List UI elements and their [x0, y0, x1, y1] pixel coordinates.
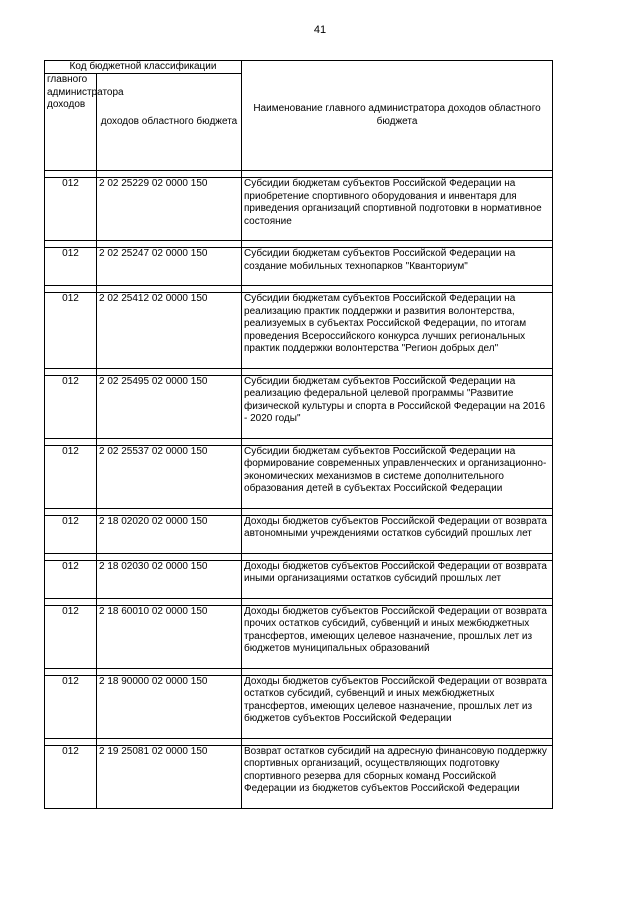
admin-code-cell: 012 — [45, 293, 97, 369]
income-code-cell: 2 18 02030 02 0000 150 — [97, 560, 242, 598]
admin-code-cell: 012 — [45, 745, 97, 808]
spacer-cell — [97, 171, 242, 178]
row-spacer — [45, 286, 553, 293]
spacer-cell — [45, 508, 97, 515]
spacer-cell — [242, 668, 553, 675]
admin-code-cell: 012 — [45, 605, 97, 668]
spacer-cell — [45, 668, 97, 675]
row-spacer — [45, 438, 553, 445]
header-main-administrator: главного администратора доходов — [45, 74, 97, 171]
table-row — [45, 745, 553, 808]
spacer-cell — [242, 171, 553, 178]
row-spacer — [45, 508, 553, 515]
admin-code-cell: 012 — [45, 178, 97, 241]
income-name-cell: Субсидии бюджетам субъектов Российской Федерации на приобретение спортивного оборудования и инвентаря для приведения организаций спортивной подготовки в нормативное состояние — [242, 178, 553, 241]
spacer-cell — [242, 553, 553, 560]
spacer-cell — [242, 368, 553, 375]
spacer-cell — [45, 171, 97, 178]
table-row — [45, 560, 553, 598]
spacer-cell — [97, 553, 242, 560]
row-spacer — [45, 171, 553, 178]
income-code-cell: 2 02 25229 02 0000 150 — [97, 178, 242, 241]
income-name-cell: Субсидии бюджетам субъектов Российской Федерации на формирование современных управленческих и организационно-экономических механизмов в системе дополнительного образования детей в субъектах Российской Федерации — [242, 445, 553, 508]
table-row — [45, 515, 553, 553]
income-name-cell: Доходы бюджетов субъектов Российской Федерации от возврата иными организациями остатков субсидий прошлых лет — [242, 560, 553, 598]
spacer-cell — [97, 738, 242, 745]
spacer-cell — [97, 368, 242, 375]
table-row — [45, 178, 553, 241]
spacer-cell — [45, 368, 97, 375]
income-code-cell: 2 02 25537 02 0000 150 — [97, 445, 242, 508]
budget-classification-table — [44, 60, 553, 809]
income-name-cell: Возврат остатков субсидий на адресную финансовую поддержку спортивных организаций, осуществляющих подготовку спортивного резерва для сборных команд Российской Федерации из бюджетов субъектов Российской Федерации — [242, 745, 553, 808]
income-code-cell: 2 18 02020 02 0000 150 — [97, 515, 242, 553]
spacer-cell — [45, 438, 97, 445]
spacer-cell — [45, 738, 97, 745]
spacer-cell — [97, 286, 242, 293]
income-name-cell: Субсидии бюджетам субъектов Российской Федерации на реализацию федеральной целевой программы "Развитие физической культуры и спорта в Российской Федерации на 2016 - 2020 годы" — [242, 375, 553, 438]
header-administrator-name: Наименование главного администратора доходов областного бюджета — [242, 61, 553, 171]
income-name-cell: Доходы бюджетов субъектов Российской Федерации от возврата прочих остатков субсидий, субвенций и иных межбюджетных трансфертов, имеющих целевое назначение, прошлых лет из бюджетов муниципальных образований — [242, 605, 553, 668]
income-code-cell: 2 02 25495 02 0000 150 — [97, 375, 242, 438]
row-spacer — [45, 738, 553, 745]
table-row — [45, 675, 553, 738]
admin-code-cell: 012 — [45, 675, 97, 738]
spacer-cell — [242, 241, 553, 248]
admin-code-cell: 012 — [45, 445, 97, 508]
spacer-cell — [97, 241, 242, 248]
header-regional-income: доходов областного бюджета — [97, 74, 242, 171]
spacer-cell — [97, 438, 242, 445]
page-number: 41 — [313, 24, 327, 36]
admin-code-cell: 012 — [45, 375, 97, 438]
table-row — [45, 248, 553, 286]
row-spacer — [45, 598, 553, 605]
spacer-cell — [97, 508, 242, 515]
income-code-cell: 2 02 25412 02 0000 150 — [97, 293, 242, 369]
income-code-cell: 2 18 60010 02 0000 150 — [97, 605, 242, 668]
spacer-cell — [45, 241, 97, 248]
spacer-cell — [45, 598, 97, 605]
spacer-cell — [242, 438, 553, 445]
row-spacer — [45, 553, 553, 560]
spacer-cell — [97, 668, 242, 675]
table-row — [45, 605, 553, 668]
admin-code-cell: 012 — [45, 515, 97, 553]
income-code-cell: 2 02 25247 02 0000 150 — [97, 248, 242, 286]
spacer-cell — [242, 286, 553, 293]
header-classification-code: Код бюджетной классификации — [45, 61, 242, 74]
spacer-cell — [242, 508, 553, 515]
table-row — [45, 375, 553, 438]
spacer-cell — [45, 286, 97, 293]
spacer-cell — [97, 598, 242, 605]
admin-code-cell: 012 — [45, 248, 97, 286]
row-spacer — [45, 241, 553, 248]
spacer-cell — [45, 553, 97, 560]
admin-code-cell: 012 — [45, 560, 97, 598]
income-name-cell: Субсидии бюджетам субъектов Российской Федерации на создание мобильных технопарков "Кванториум" — [242, 248, 553, 286]
income-code-cell: 2 18 90000 02 0000 150 — [97, 675, 242, 738]
spacer-cell — [242, 598, 553, 605]
table-body — [45, 171, 553, 809]
table-row — [45, 293, 553, 369]
income-name-cell: Доходы бюджетов субъектов Российской Федерации от возврата автономными учреждениями остатков субсидий прошлых лет — [242, 515, 553, 553]
income-name-cell: Субсидии бюджетам субъектов Российской Федерации на реализацию практик поддержки и развития волонтерства, реализуемых в субъектах Российской Федерации, по итогам проведения Всероссийского конкурса лучших региональных практик поддержки волонтерства "Регион добрых дел" — [242, 293, 553, 369]
row-spacer — [45, 668, 553, 675]
table-row — [45, 445, 553, 508]
income-name-cell: Доходы бюджетов субъектов Российской Федерации от возврата остатков субсидий, субвенций и иных межбюджетных трансфертов, имеющих целевое назначение, прошлых лет из бюджетов субъектов Российской Федерации — [242, 675, 553, 738]
spacer-cell — [242, 738, 553, 745]
row-spacer — [45, 368, 553, 375]
income-code-cell: 2 19 25081 02 0000 150 — [97, 745, 242, 808]
